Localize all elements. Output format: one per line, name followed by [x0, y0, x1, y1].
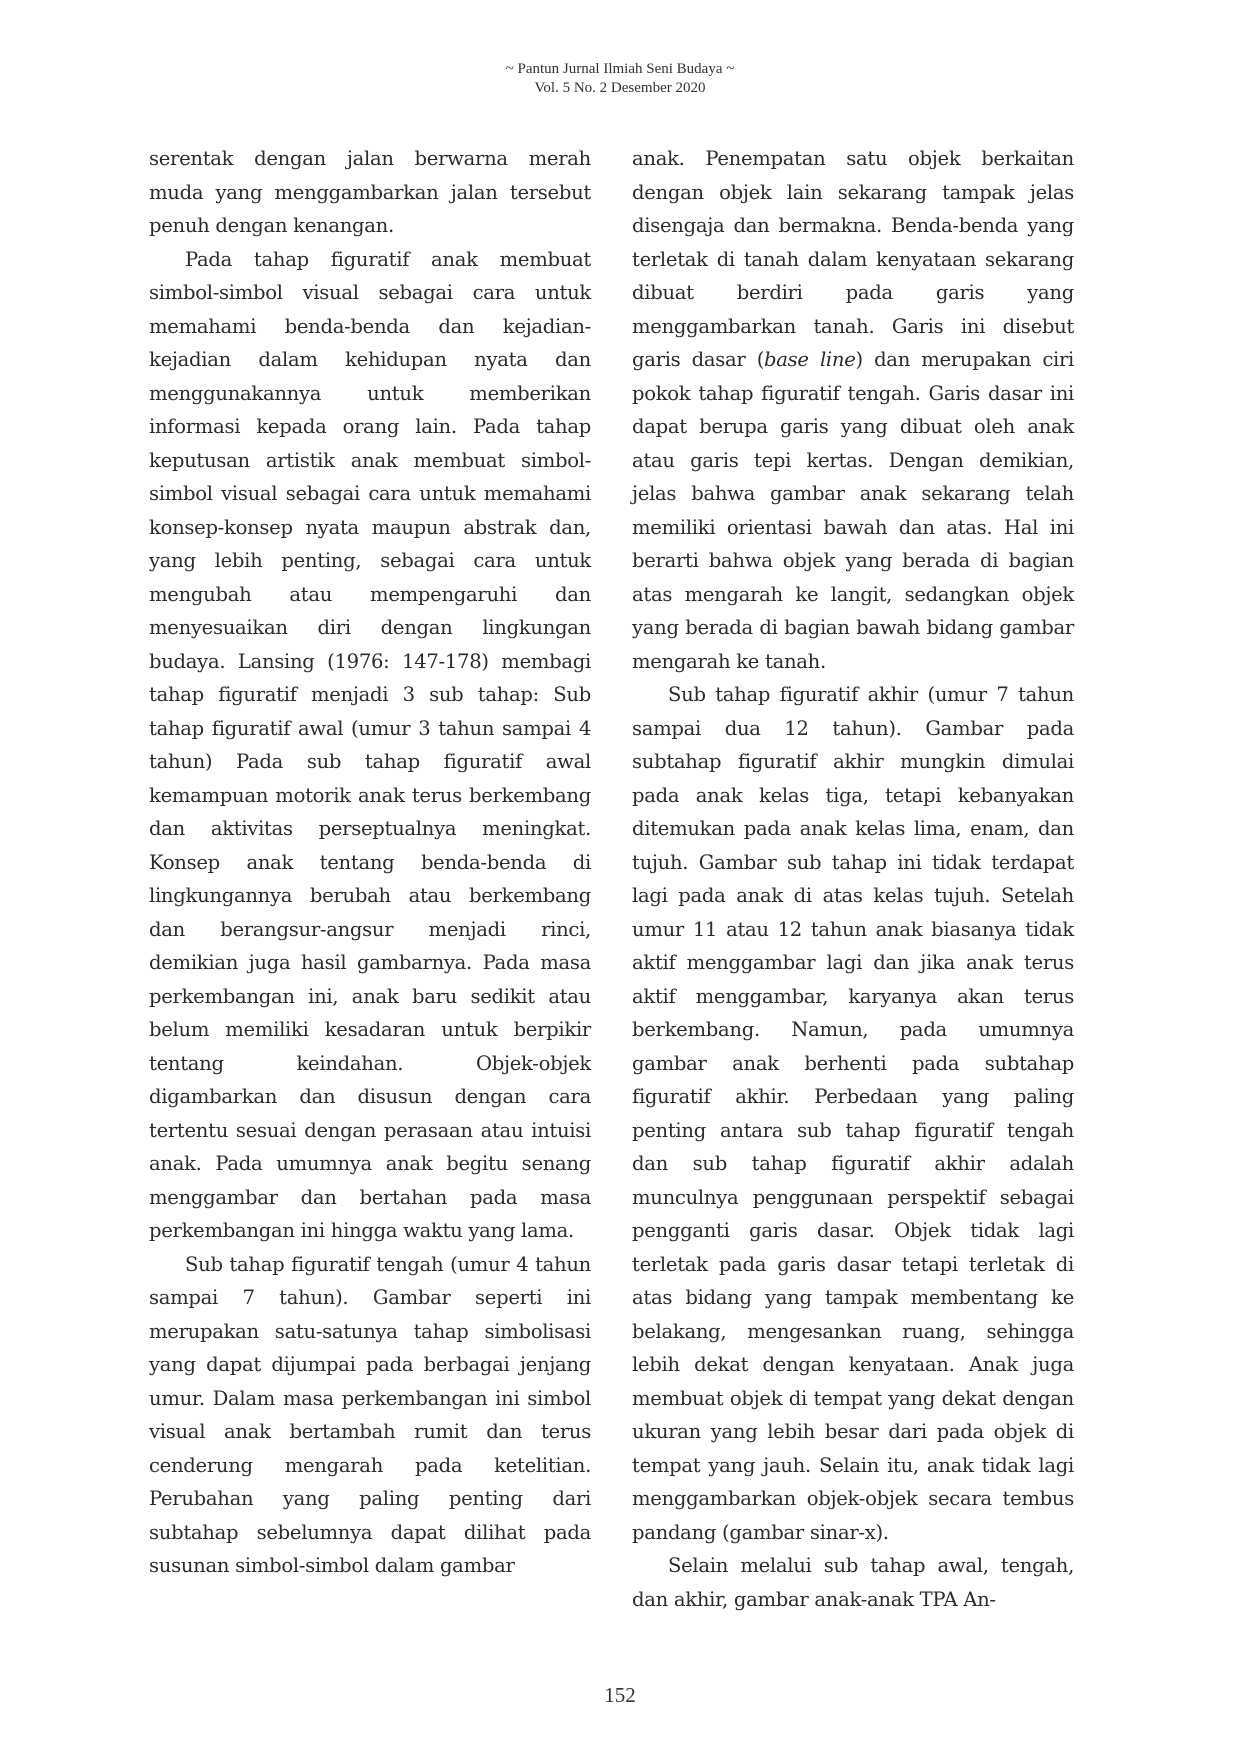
- journal-title: ~ Pantun Jurnal Ilmiah Seni Budaya ~: [505, 61, 735, 77]
- journal-volume: Vol. 5 No. 2 Desember 2020: [534, 80, 706, 96]
- italic-term: base line: [764, 348, 856, 371]
- paragraph: [632, 142, 1074, 678]
- paragraph: Sub tahap figuratif akhir (umur 7 tahun sampai dua 12 tahun). Gambar pada subtahap figuratif akhir mungkin dimulai pada anak kelas tiga, tetapi kebanyakan ditemukan pada anak kelas lima, enam, dan tujuh. Gambar sub tahap ini tidak terdapat lagi pada anak di atas kelas tujuh. Setelah umur 11 atau 12 tahun anak biasanya tidak aktif menggambar lagi dan jika anak terus aktif menggambar, karyanya akan terus berkembang. Namun, pada umumnya gambar anak berhenti pada subtahap figuratif akhir. Perbedaan yang paling penting antara sub tahap figuratif tengah dan sub tahap figuratif akhir adalah munculnya penggunaan perspektif sebagai pengganti garis dasar. Objek tidak lagi terletak pada garis dasar tetapi terletak di atas bidang yang tampak membentang ke belakang, mengesankan ruang, sehingga lebih dekat dengan kenyataan. Anak juga membuat objek di tempat yang dekat dengan ukuran yang lebih besar dari pada objek di tempat yang jauh. Selain itu, anak tidak lagi menggambarkan objek-objek secara tembus pandang (gambar sinar-x).: [632, 683, 1074, 1544]
- text-run: anak. Penempatan satu objek berkaitan dengan objek lain sekarang tampak jelas disengaja dan bermakna. Benda-benda yang terletak di tanah dalam kenyataan sekarang dibuat berdiri pada garis yang menggambarkan tanah. Garis ini disebut garis dasar (: [632, 147, 1074, 371]
- right-column: [632, 142, 1074, 1616]
- page-number: 152: [604, 1683, 636, 1707]
- paragraph: Sub tahap figuratif tengah (umur 4 tahun sampai 7 tahun). Gambar seperti ini merupakan satu-satunya tahap simbolisasi yang dapat dijumpai pada berbagai jenjang umur. Dalam masa perkembangan ini simbol visual anak bertambah rumit dan terus cenderung mengarah pada ketelitian. Perubahan yang paling penting dari subtahap sebelumnya dapat dilihat pada susunan simbol-simbol dalam gambar: [149, 1252, 591, 1577]
- paragraph: serentak dengan jalan berwarna merah muda yang menggambarkan jalan tersebut penuh dengan kenangan.: [149, 147, 591, 237]
- text-run: ) dan merupakan ciri pokok tahap figuratif tengah. Garis dasar ini dapat berupa garis yang dibuat oleh anak atau garis tepi kertas. Dengan demikian, jelas bahwa gambar anak sekarang telah memiliki orientasi bawah dan atas. Hal ini berarti bahwa objek yang berada di bagian atas mengarah ke langit, sedangkan objek yang berada di bagian bawah bidang gambar mengarah ke tanah.: [632, 348, 1074, 673]
- left-column: [149, 142, 591, 1583]
- paragraph: Pada tahap figuratif anak membuat simbol-simbol visual sebagai cara untuk memahami benda-benda dan kejadian-kejadian dalam kehidupan nyata dan menggunakannya untuk memberikan informasi kepada orang lain. Pada tahap keputusan artistik anak membuat simbol-simbol visual sebagai cara untuk memahami konsep-konsep nyata maupun abstrak dan, yang lebih penting, sebagai cara untuk mengubah atau mempengaruhi dan menyesuaikan diri dengan lingkungan budaya. Lansing (1976: 147-178) membagi tahap figuratif menjadi 3 sub tahap: Sub tahap figuratif awal (umur 3 tahun sampai 4 tahun) Pada sub tahap figuratif awal kemampuan motorik anak terus berkembang dan aktivitas perseptualnya meningkat. Konsep anak tentang benda-benda di lingkungannya berubah atau berkembang dan berangsur-angsur menjadi rinci, demikian juga hasil gambarnya. Pada masa perkembangan ini, anak baru sedikit atau belum memiliki kesadaran untuk berpikir tentang keindahan. Objek-objek digambarkan dan disusun dengan cara tertentu sesuai dengan perasaan atau intuisi anak. Pada umumnya anak begitu senang menggambar dan bertahan pada masa perkembangan ini hingga waktu yang lama.: [149, 247, 591, 1242]
- running-header: [0, 60, 1240, 98]
- paragraph: Selain melalui sub tahap awal, tengah, dan akhir, gambar anak-anak TPA An-: [632, 1554, 1074, 1611]
